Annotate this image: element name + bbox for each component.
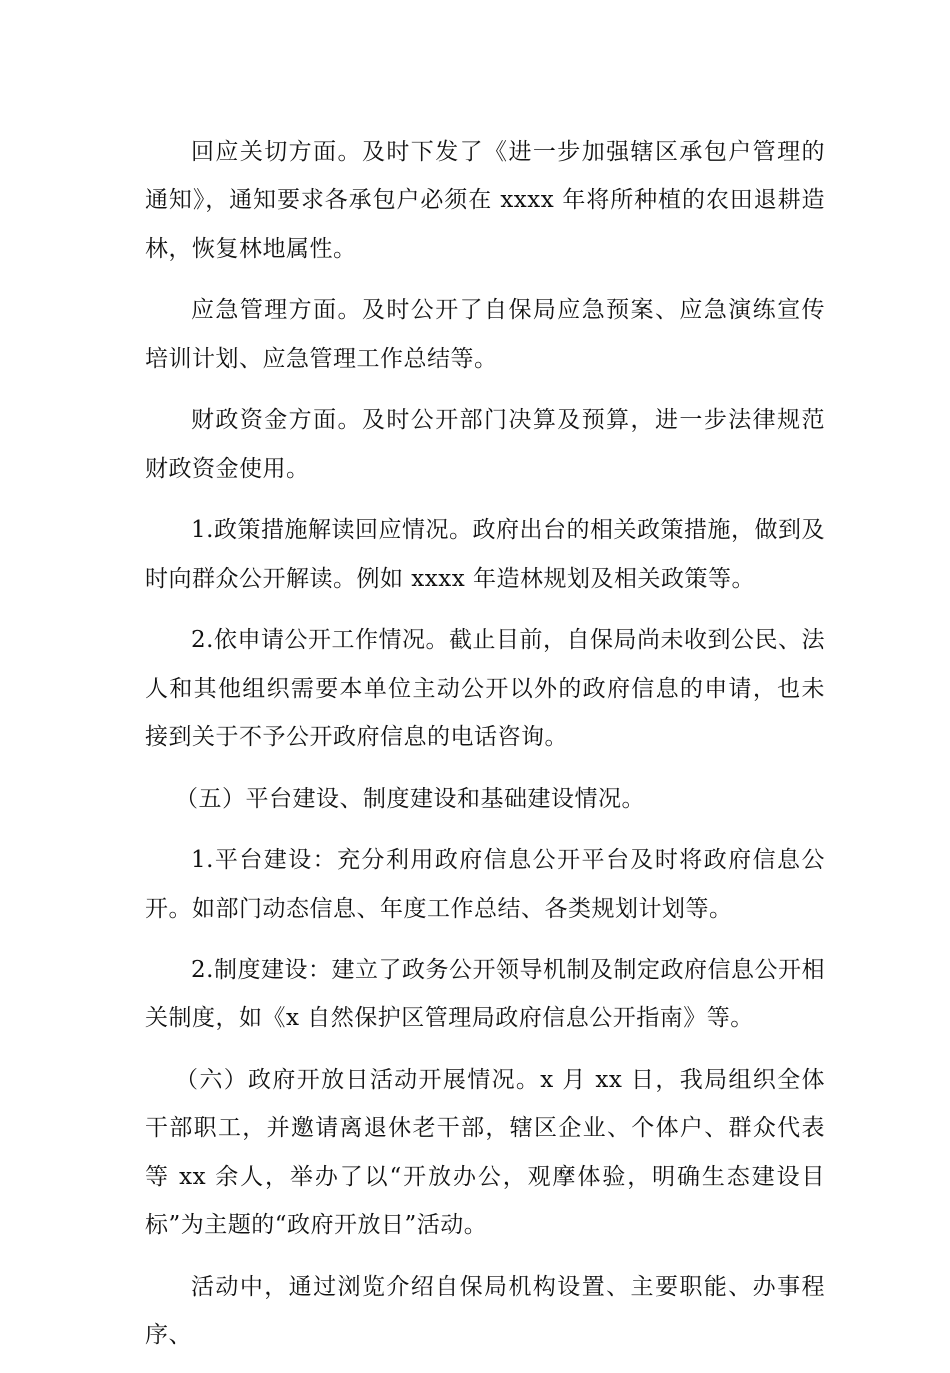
section-heading-platform: （五）平台建设、制度建设和基础建设情况。 bbox=[175, 785, 645, 812]
paragraph-response: 回应关切方面。及时下发了《进一步加强辖区承包户管理的通知》，通知要求各承包户必须在 xxxx 年将所种植的农田退耕造林，恢复林地属性。 bbox=[145, 139, 825, 262]
paragraph-application-disclosure: 2.依申请公开工作情况。截止目前，自保局尚未收到公民、法人和其他组织需要本单位主动公开以外的政府信息的申请，也未接到关于不予公开政府信息的电话咨询。 bbox=[145, 627, 825, 750]
paragraph-emergency: 应急管理方面。及时公开了自保局应急预案、应急演练宣传培训计划、应急管理工作总结等。 bbox=[145, 297, 825, 372]
paragraph-policy-interpretation: 1.政策措施解读回应情况。政府出台的相关政策措施，做到及时向群众公开解读。例如 xxxx 年造林规划及相关政策等。 bbox=[145, 517, 825, 592]
document-body bbox=[145, 128, 825, 1373]
paragraph-open-day: （六）政府开放日活动开展情况。x 月 xx 日，我局组织全体干部职工，并邀请离退休老干部，辖区企业、个体户、群众代表等 xx 余人，举办了以“开放办公，观摩体验，明确生态建设目标”为主题的“政府开放日”活动。 bbox=[145, 1067, 825, 1239]
paragraph-platform-building: 1.平台建设：充分利用政府信息公开平台及时将政府信息公开。如部门动态信息、年度工作总结、各类规划计划等。 bbox=[145, 847, 825, 922]
paragraph-activity: 活动中，通过浏览介绍自保局机构设置、主要职能、办事程序、 bbox=[145, 1273, 825, 1349]
paragraph-system-building: 2.制度建设：建立了政务公开领导机制及制定政府信息公开相关制度，如《x 自然保护区管理局政府信息公开指南》等。 bbox=[145, 957, 825, 1032]
paragraph-finance: 财政资金方面。及时公开部门决算及预算，进一步法律规范财政资金使用。 bbox=[145, 407, 825, 482]
